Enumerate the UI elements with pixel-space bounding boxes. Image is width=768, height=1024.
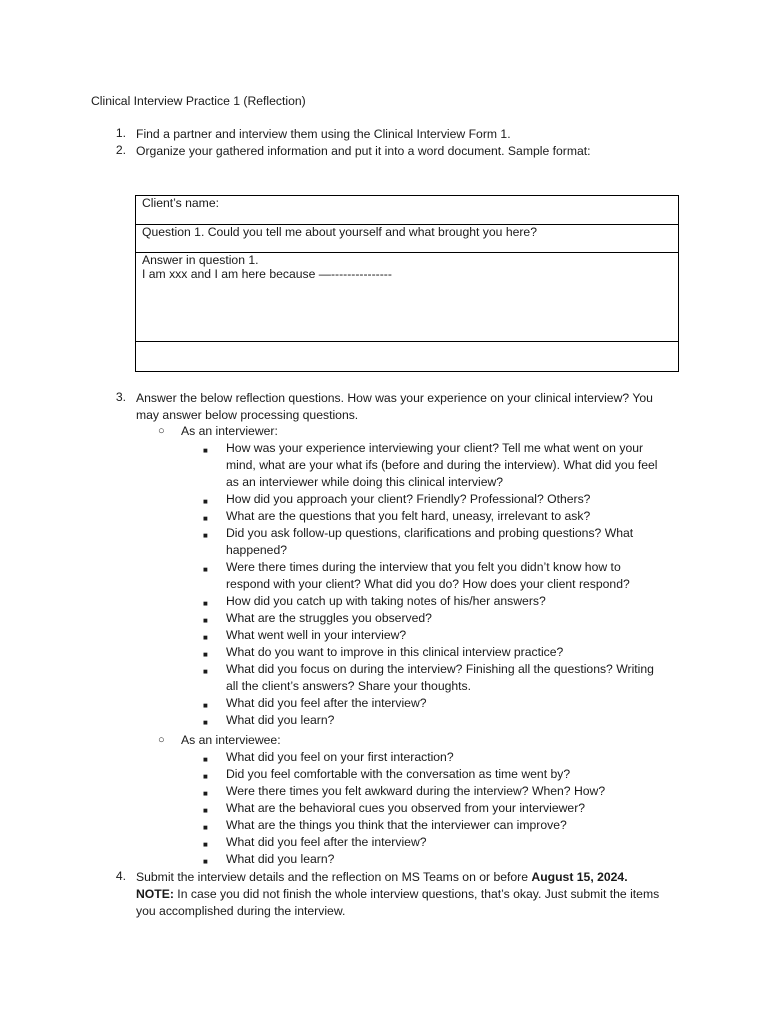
- empty-row-cell: [136, 342, 679, 372]
- list-item: What did you learn?: [226, 713, 335, 727]
- list-item-3-line-1: Answer the below reflection questions. How was your experience on your clinical interview? You: [136, 391, 653, 405]
- answer-text: I am xxx and I am here because —---------------: [142, 267, 392, 281]
- square-bullet-icon: ■: [203, 565, 208, 574]
- interviewer-heading: As an interviewer:: [181, 424, 278, 438]
- list-number-2: 2.: [115, 143, 126, 157]
- list-item: What did you feel on your first interaction?: [226, 750, 454, 764]
- note-text: In case you did not finish the whole interview questions, that’s okay. Just submit the items: [173, 887, 660, 901]
- square-bullet-icon: ■: [203, 497, 208, 506]
- due-date: August 15, 2024.: [531, 870, 628, 884]
- list-item-4-line-2: [136, 886, 681, 903]
- list-item: How was your experience interviewing your client? Tell me what went on your: [226, 441, 644, 455]
- list-item: How did you catch up with taking notes of his/her answers?: [226, 594, 546, 608]
- submission-instruction: Submit the interview details and the reflection on MS Teams on or before: [136, 870, 532, 884]
- document-title: Clinical Interview Practice 1 (Reflection): [91, 94, 306, 108]
- square-bullet-icon: ■: [203, 667, 208, 676]
- list-item: What do you want to improve in this clinical interview practice?: [226, 645, 564, 659]
- list-item: What are the things you think that the interviewer can improve?: [226, 818, 567, 832]
- list-item: What did you learn?: [226, 852, 335, 866]
- square-bullet-icon: ■: [203, 446, 208, 455]
- client-name-cell: Client’s name:: [136, 196, 679, 225]
- circle-bullet-icon: ○: [158, 425, 165, 437]
- list-item: Were there times you felt awkward during the interview? When? How?: [226, 784, 606, 798]
- square-bullet-icon: ■: [203, 531, 208, 540]
- answer-label: Answer in question 1.: [142, 253, 259, 267]
- list-item: What did you focus on during the interview? Finishing all the questions? Writing: [226, 662, 654, 676]
- list-item-3-line-2: may answer below processing questions.: [136, 408, 359, 422]
- square-bullet-icon: ■: [203, 823, 208, 832]
- square-bullet-icon: ■: [203, 650, 208, 659]
- square-bullet-icon: ■: [203, 701, 208, 710]
- list-item: Did you ask follow-up questions, clarifications and probing questions? What: [226, 526, 634, 540]
- note-label: NOTE:: [136, 887, 174, 901]
- list-item: What did you feel after the interview?: [226, 696, 427, 710]
- square-bullet-icon: ■: [203, 514, 208, 523]
- question-1-cell: Question 1. Could you tell me about yourself and what brought you here?: [136, 225, 679, 253]
- square-bullet-icon: ■: [203, 633, 208, 642]
- list-item: happened?: [226, 543, 288, 557]
- list-item: all the client’s answers? Share your thoughts.: [226, 679, 472, 693]
- circle-bullet-icon: ○: [158, 734, 165, 746]
- list-item: as an interviewer while doing this clinical interview?: [226, 475, 504, 489]
- square-bullet-icon: ■: [203, 857, 208, 866]
- list-number-1: 1.: [115, 126, 126, 140]
- interviewee-heading: As an interviewee:: [181, 733, 281, 747]
- list-item: mind, what are your what ifs (before and during the interview). What did you feel: [226, 458, 658, 472]
- list-item: Were there times during the interview that you felt you didn’t know how to: [226, 560, 621, 574]
- list-item-4-text: [136, 869, 681, 920]
- square-bullet-icon: ■: [203, 772, 208, 781]
- square-bullet-icon: ■: [203, 806, 208, 815]
- square-bullet-icon: ■: [203, 840, 208, 849]
- sample-format-table: [135, 195, 679, 372]
- list-item-3-text: [136, 390, 681, 424]
- list-item: What are the behavioral cues you observed from your interviewer?: [226, 801, 586, 815]
- list-number-3: 3.: [115, 390, 126, 404]
- square-bullet-icon: ■: [203, 599, 208, 608]
- square-bullet-icon: ■: [203, 789, 208, 798]
- list-item: What are the questions that you felt hard, uneasy, irrelevant to ask?: [226, 509, 591, 523]
- list-item: Did you feel comfortable with the conversation as time went by?: [226, 767, 571, 781]
- answer-1-cell: [136, 253, 679, 342]
- square-bullet-icon: ■: [203, 755, 208, 764]
- list-item: How did you approach your client? Friendly? Professional? Others?: [226, 492, 591, 506]
- list-number-4: 4.: [115, 869, 126, 883]
- square-bullet-icon: ■: [203, 616, 208, 625]
- list-item: What did you feel after the interview?: [226, 835, 427, 849]
- list-item-4-line-1: [136, 869, 681, 886]
- list-item-4-line-3: you accomplished during the interview.: [136, 904, 346, 918]
- square-bullet-icon: ■: [203, 718, 208, 727]
- list-item: What went well in your interview?: [226, 628, 407, 642]
- list-item-2-text: Organize your gathered information and put it into a word document. Sample format:: [136, 144, 591, 158]
- list-item: respond with your client? What did you do? How does your client respond?: [226, 577, 630, 591]
- list-item-1-text: Find a partner and interview them using the Clinical Interview Form 1.: [136, 127, 511, 141]
- list-item: What are the struggles you observed?: [226, 611, 432, 625]
